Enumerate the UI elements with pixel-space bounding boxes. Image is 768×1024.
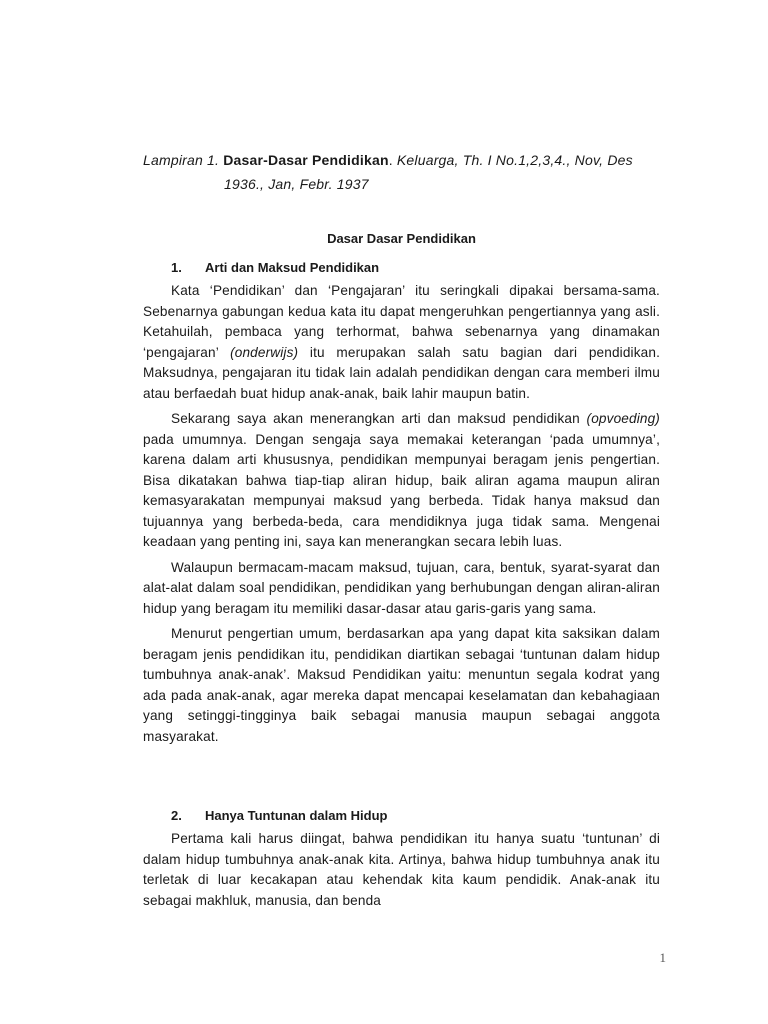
citation-line-1 [143, 148, 663, 172]
section-number: 1. [171, 260, 182, 275]
citation-source-line-1: Keluarga, Th. I No.1,2,3,4., Nov, Des [396, 152, 633, 168]
paragraph [143, 409, 660, 553]
paragraph-italic-term: (onderwijs) [230, 344, 299, 360]
section-1-body [143, 281, 660, 752]
section-heading-2 [171, 806, 388, 826]
section-title: Hanya Tuntunan dalam Hidup [205, 808, 388, 823]
paragraph-text: Kata ‘Pendidikan’ dan ‘Pengajaran’ itu seringkali dipakai bersama-sama. Sebenarnya gabungan kedua kata itu dapat mengeruhkan pengertiannya yang asli. Ketahuilah, pembaca yang terhormat, bahwa sebenarnya yang dinamakan ‘pengajaran’ [143, 283, 660, 360]
paragraph-text: Pertama kali harus diingat, bahwa pendidikan itu hanya suatu ‘tuntunan’ di dalam hidup tumbuhnya anak-anak kita. Artinya, bahwa hidup tumbuhnya anak itu terletak di luar kecakapan atau kehendak kita kaum pendidik. Anak-anak itu sebagai makhluk, manusia, dan benda [143, 831, 660, 908]
document-title: Dasar Dasar Pendidikan [327, 231, 476, 246]
paragraph-text: Menurut pengertian umum, berdasarkan apa yang dapat kita saksikan dalam beragam jenis pendidikan itu, pendidikan diartikan sebagai ‘tuntunan dalam hidup tumbuhnya anak-anak’. Maksud Pendidikan yaitu: menuntun segala kodrat yang ada pada anak-anak, agar mereka dapat mencapai keselamatan dan kebahagiaan yang setinggi-tingginya baik sebagai manusia maupun sebagai anggota masyarakat. [143, 626, 660, 744]
paragraph [143, 558, 660, 620]
citation-title-period: . [388, 152, 393, 168]
paragraph-text: pada umumnya. Dengan sengaja saya memakai keterangan ‘pada umumnya’, karena dalam arti khususnya, pendidikan mempunyai beragam jenis pengertian. Bisa dikatakan bahwa tiap-tiap aliran hidup, baik aliran agama maupun aliran kemasyarakatan mempunyai maksud yang berbeda. Tidak hanya maksud dan tujuannya yang berbeda-beda, cara mendidiknya juga tidak sama. Mengenai keadaan yang penting ini, saya kan menerangkan secara lebih luas. [143, 431, 660, 549]
citation-prefix: Lampiran 1. [143, 152, 220, 168]
paragraph-text: Sekarang saya akan menerangkan arti dan maksud pendidikan [171, 411, 587, 426]
paragraph [143, 624, 660, 747]
section-heading-1 [171, 258, 379, 278]
citation-source-line-2: 1936., Jan, Febr. 1937 [224, 176, 369, 192]
citation-header [143, 148, 663, 196]
paragraph-text: itu merupakan salah satu bagian dari pendidikan. Maksudnya, pengajaran itu tidak lain adalah pendidikan dengan cara memberi ilmu atau berfaedah buat hidup anak-anak, baik lahir maupun batin. [143, 344, 661, 401]
citation-title: Dasar-Dasar Pendidikan [223, 152, 389, 168]
paragraph-italic-term: (opvoeding) [586, 411, 660, 426]
page-number: 1 [659, 950, 666, 965]
paragraph-text: Walaupun bermacam-macam maksud, tujuan, cara, bentuk, syarat-syarat dan alat-alat dalam soal pendidikan, pendidikan yang berhubungan dengan aliran-aliran hidup yang beragam itu memiliki dasar-dasar atau garis-garis yang sama. [143, 559, 660, 616]
section-2-body [143, 829, 660, 916]
section-title: Arti dan Maksud Pendidikan [205, 260, 380, 275]
paragraph [143, 829, 660, 911]
paragraph [143, 281, 660, 404]
section-number: 2. [171, 808, 182, 823]
